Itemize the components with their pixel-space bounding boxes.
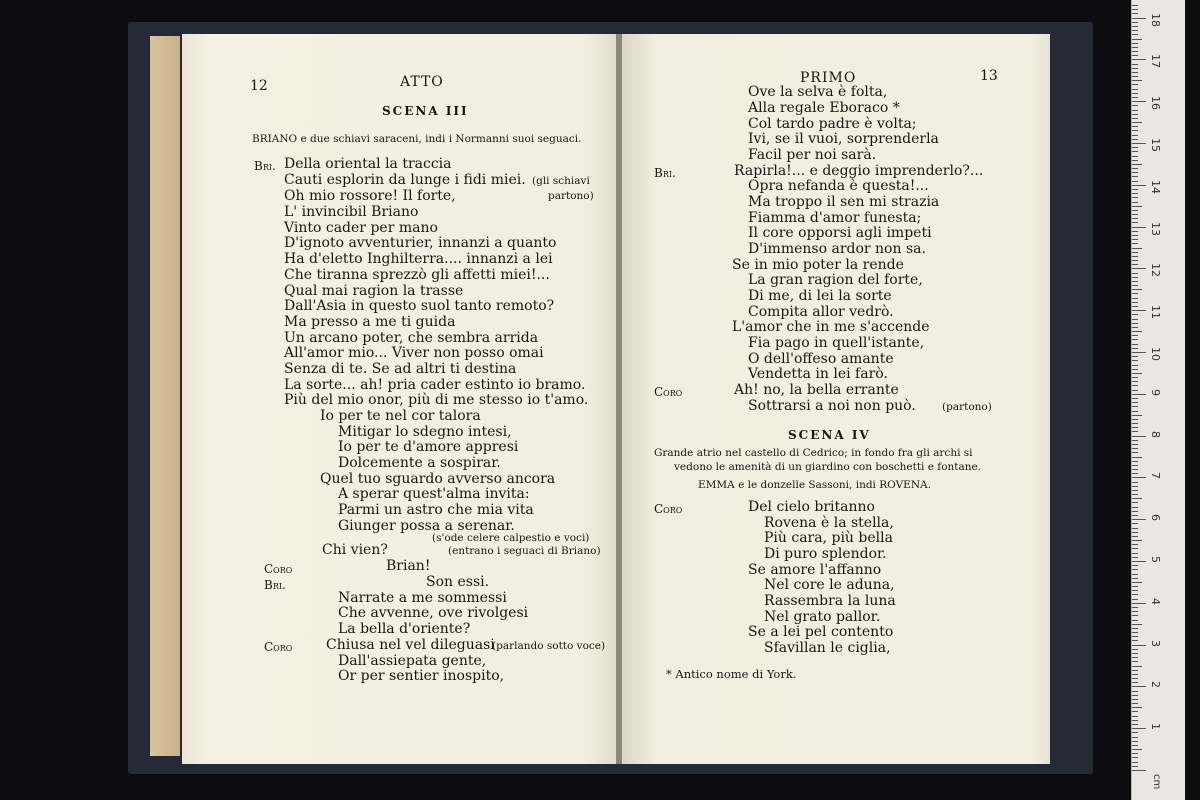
verse-line: L'amor che in me s'accende [732, 319, 930, 335]
ruler-tick [1132, 97, 1138, 98]
ruler-tick [1132, 753, 1138, 754]
ruler-tick [1132, 502, 1138, 503]
verse-line: Oh mio rossore! Il forte, [284, 188, 456, 204]
ruler-number: 5 [1149, 556, 1162, 563]
ruler-tick [1132, 47, 1138, 48]
ruler-tick [1132, 486, 1138, 487]
ruler-tick [1132, 126, 1138, 127]
ruler-tick [1132, 511, 1138, 512]
verse-line: Io per te nel cor talora [320, 408, 481, 424]
ruler-tick [1132, 256, 1138, 257]
ruler-tick [1132, 419, 1138, 420]
ruler-tick [1132, 574, 1138, 575]
ruler-tick [1132, 536, 1138, 537]
ruler-tick [1132, 5, 1138, 6]
ruler-number: 15 [1149, 138, 1162, 152]
ruler-tick [1132, 105, 1138, 106]
verse-line: Vinto cader per mano [284, 220, 438, 236]
ruler-tick [1132, 302, 1138, 303]
ruler-tick [1132, 657, 1138, 658]
verse-line: Io per te d'amore appresi [338, 439, 519, 455]
ruler-tick [1132, 390, 1138, 391]
ruler-tick [1132, 707, 1142, 708]
ruler-tick [1132, 544, 1138, 545]
measuring-ruler [1131, 0, 1185, 800]
ruler-tick [1132, 197, 1138, 198]
verse-line: Qual mai ragion la trasse [284, 283, 464, 299]
verse-line: Ha d'eletto Inghilterra.... innanzi a lei [284, 251, 553, 267]
ruler-tick [1132, 68, 1138, 69]
ruler-tick [1132, 766, 1138, 767]
ruler-tick [1132, 43, 1138, 44]
ruler-tick [1132, 762, 1138, 763]
ruler-tick [1132, 260, 1138, 261]
ruler-tick [1132, 268, 1146, 269]
verse-line: Rovena è la stella, [764, 515, 894, 531]
ruler-number: 11 [1149, 305, 1162, 320]
ruler-tick [1132, 243, 1138, 244]
verse-line: Più del mio onor, più di me stesso io t'amo. [284, 392, 589, 408]
ruler-tick [1132, 168, 1138, 169]
ruler-tick [1132, 348, 1138, 349]
verse-line: D'immenso ardor non sa. [748, 241, 926, 257]
ruler-tick [1132, 519, 1146, 520]
footnote: * Antico nome di York. [666, 667, 797, 681]
ruler-tick [1132, 89, 1138, 90]
verse-line: La gran ragion del forte, [748, 272, 923, 288]
ruler-tick [1132, 737, 1138, 738]
ruler-tick [1132, 76, 1138, 77]
ruler-number: 4 [1149, 597, 1162, 605]
ruler-tick [1132, 373, 1142, 374]
ruler-tick [1132, 624, 1142, 625]
verse-line: Di puro splendor. [764, 546, 887, 562]
ruler-tick [1132, 507, 1138, 508]
ruler-tick [1132, 757, 1138, 758]
stage-note: partono) [548, 190, 594, 202]
ruler-tick [1132, 51, 1138, 52]
ruler-tick [1132, 151, 1138, 152]
verse-line: Nel core le aduna, [764, 577, 895, 593]
ruler-tick [1132, 548, 1138, 549]
verse-line: Col tardo padre è volta; [748, 116, 917, 132]
ruler-tick [1132, 586, 1138, 587]
ruler-tick [1132, 436, 1146, 437]
ruler-tick [1132, 206, 1142, 207]
page-number: 12 [250, 78, 268, 94]
ruler-tick [1132, 365, 1138, 366]
verse-line: Ma troppo il sen mi strazia [748, 194, 940, 210]
verse-line: Dolcemente a sospirar. [338, 455, 501, 471]
ruler-number: 9 [1149, 388, 1162, 396]
verse-line: Un arcano poter, che sembra arrida [284, 330, 539, 346]
ruler-tick [1132, 281, 1138, 282]
stage-note: (parlando sotto voce) [492, 640, 606, 652]
ruler-tick [1132, 80, 1142, 81]
ruler-tick [1132, 181, 1138, 182]
ruler-tick [1132, 130, 1138, 131]
speaker: Bri. [654, 166, 676, 180]
verse-line: Se in mio poter la rende [732, 257, 904, 273]
verse-line: All'amor mio... Viver non posso omai [284, 345, 544, 361]
speaker: Coro [264, 562, 293, 576]
ruler-tick [1132, 110, 1138, 111]
ruler-tick [1132, 482, 1138, 483]
ruler-tick [1132, 532, 1138, 533]
left-page [182, 34, 618, 764]
ruler-tick [1132, 143, 1146, 144]
ruler-tick [1132, 319, 1138, 320]
ruler-tick [1132, 277, 1138, 278]
ruler-tick [1132, 30, 1138, 31]
ruler-tick [1132, 411, 1138, 412]
ruler-tick [1132, 101, 1146, 102]
stage-direction: vedono le amenità di un giardino con boschetti e fontane. [674, 461, 982, 473]
ruler-tick [1132, 406, 1138, 407]
ruler-number: 2 [1149, 681, 1162, 689]
verse-line: La bella d'oriente? [338, 621, 471, 637]
verse-line: La sorte... ah! pria cader estinto io bramo. [284, 377, 586, 393]
verse-line: Ivi, se il vuoi, sorprenderla [748, 131, 939, 147]
ruler-tick [1132, 607, 1138, 608]
ruler-tick [1132, 381, 1138, 382]
ruler-tick [1132, 448, 1138, 449]
ruler-tick [1132, 185, 1146, 186]
ruler-tick [1132, 398, 1138, 399]
ruler-tick [1132, 578, 1138, 579]
verse-line: L' invincibil Briano [284, 204, 419, 220]
ruler-tick [1132, 323, 1138, 324]
ruler-number: 17 [1149, 54, 1162, 69]
ruler-tick [1132, 218, 1138, 219]
ruler-tick [1132, 339, 1138, 340]
ruler-tick [1132, 356, 1138, 357]
verse-line: Che tiranna sprezzò gli affetti miei!... [284, 267, 550, 283]
ruler-tick [1132, 565, 1138, 566]
verse-line: Giunger possa a serenar. [338, 518, 515, 534]
ruler-tick [1132, 135, 1138, 136]
ruler-tick [1132, 39, 1142, 40]
ruler-tick [1132, 222, 1138, 223]
ruler-tick [1132, 335, 1138, 336]
ruler-tick [1132, 716, 1138, 717]
ruler-tick [1132, 553, 1138, 554]
verse-line: Opra nefanda è questa!... [748, 178, 929, 194]
verse-line: Brian! [386, 558, 431, 574]
verse-line: Fiamma d'amor funesta; [748, 210, 922, 226]
ruler-tick [1132, 427, 1138, 428]
stage-direction: EMMA e le donzelle Sassoni, indi ROVENA. [698, 479, 931, 491]
ruler-unit: cm [1151, 774, 1162, 790]
ruler-tick [1132, 289, 1142, 290]
verse-line: Senza di te. Se ad altri ti destina [284, 361, 517, 377]
speaker: Coro [654, 502, 683, 516]
ruler-tick [1132, 394, 1146, 395]
verse-line: Alla regale Eboraco * [748, 100, 900, 116]
ruler-tick [1132, 452, 1138, 453]
speaker: Coro [654, 385, 683, 399]
ruler-tick [1132, 523, 1138, 524]
verse-line: D'ignoto avventurier, innanzi a quanto [284, 235, 557, 251]
ruler-number: 3 [1149, 639, 1162, 647]
ruler-tick [1132, 118, 1138, 119]
ruler-tick [1132, 64, 1138, 65]
ruler-tick [1132, 231, 1138, 232]
ruler-tick [1132, 235, 1138, 236]
stage-note: (gli schiavi [532, 175, 590, 187]
ruler-tick [1132, 528, 1138, 529]
ruler-tick [1132, 72, 1138, 73]
ruler-tick [1132, 415, 1142, 416]
verse-line: Chiusa nel vel dileguasi [326, 637, 495, 653]
ruler-tick [1132, 699, 1138, 700]
ruler-tick [1132, 490, 1138, 491]
ruler-tick [1132, 603, 1146, 604]
ruler-tick [1132, 327, 1138, 328]
ruler-tick [1132, 582, 1142, 583]
stage-direction: Grande atrio nel castello di Cedrico; in fondo fra gli archi si [654, 447, 973, 459]
ruler-tick [1132, 210, 1138, 211]
ruler-tick [1132, 465, 1138, 466]
ruler-tick [1132, 711, 1138, 712]
ruler-tick [1132, 331, 1142, 332]
ruler-tick [1132, 666, 1142, 667]
stage-note: (entrano i seguaci di Briano) [448, 545, 601, 557]
ruler-tick [1132, 273, 1138, 274]
ruler-tick [1132, 352, 1146, 353]
ruler-tick [1132, 55, 1138, 56]
ruler-tick [1132, 720, 1138, 721]
ruler-tick [1132, 678, 1138, 679]
ruler-tick [1132, 172, 1138, 173]
verse-line: Sfavillan le ciglia, [764, 640, 891, 656]
verse-line: Di me, di lei la sorte [748, 288, 892, 304]
running-head: ATTO [400, 74, 444, 90]
ruler-number: 14 [1149, 179, 1162, 194]
verse-line: Vendetta in lei farò. [748, 366, 888, 382]
verse-line: Chi vien? [322, 542, 388, 558]
ruler-tick [1132, 344, 1138, 345]
ruler-tick [1132, 298, 1138, 299]
verse-line: Rapirla!... e deggio imprenderlo?... [734, 163, 984, 179]
ruler-tick [1132, 84, 1138, 85]
ruler-tick [1132, 285, 1138, 286]
ruler-tick [1132, 13, 1138, 14]
verse-line: Se amore l'affanno [748, 562, 882, 578]
ruler-tick [1132, 369, 1138, 370]
speaker: Coro [264, 640, 293, 654]
ruler-tick [1132, 293, 1138, 294]
verse-line: Dall'assiepata gente, [338, 653, 487, 669]
ruler-tick [1132, 34, 1138, 35]
ruler-tick [1132, 615, 1138, 616]
verse-line: Or per sentier inospito, [338, 668, 505, 684]
ruler-tick [1132, 147, 1138, 148]
right-page [622, 34, 1050, 764]
verse-line: Fia pago in quell'istante, [748, 335, 925, 351]
ruler-tick [1132, 594, 1138, 595]
ruler-tick [1132, 691, 1138, 692]
ruler-tick [1132, 749, 1142, 750]
verse-line: Compita allor vedrò. [748, 304, 894, 320]
ruler-tick [1132, 477, 1146, 478]
ruler-tick [1132, 645, 1146, 646]
ruler-tick [1132, 22, 1138, 23]
ruler-tick [1132, 620, 1138, 621]
ruler-tick [1132, 632, 1138, 633]
ruler-tick [1132, 377, 1138, 378]
ruler-tick [1132, 745, 1138, 746]
ruler-tick [1132, 457, 1142, 458]
ruler-tick [1132, 310, 1146, 311]
verse-line: Il core opporsi agli impeti [748, 225, 932, 241]
ruler-tick [1132, 9, 1138, 10]
verse-line: Narrate a me sommessi [338, 590, 507, 606]
verse-line: Più cara, più bella [764, 530, 893, 546]
ruler-tick [1132, 93, 1138, 94]
ruler-tick [1132, 682, 1138, 683]
ruler-tick [1132, 431, 1138, 432]
ruler-tick [1132, 670, 1138, 671]
verse-line: Mitigar lo sdegno intesi, [338, 424, 512, 440]
ruler-tick [1132, 653, 1138, 654]
ruler-tick [1132, 661, 1138, 662]
stage-note: (s'ode celere calpestio e voci) [432, 532, 590, 544]
ruler-tick [1132, 193, 1138, 194]
verse-line: Che avvenne, ove rivolgesi [338, 605, 529, 621]
ruler-tick [1132, 160, 1138, 161]
ruler-tick [1132, 423, 1138, 424]
verse-line: Ah! no, la bella errante [734, 382, 899, 398]
ruler-number: 1 [1149, 723, 1162, 731]
verse-line: Ove la selva è folta, [748, 84, 888, 100]
ruler-tick [1132, 402, 1138, 403]
ruler-tick [1132, 728, 1146, 729]
ruler-tick [1132, 440, 1138, 441]
ruler-tick [1132, 227, 1146, 228]
ruler-tick [1132, 649, 1138, 650]
verse-line: Della oriental la traccia [284, 156, 452, 172]
ruler-tick [1132, 732, 1138, 733]
running-head: PRIMO [800, 70, 857, 86]
ruler-tick [1132, 686, 1146, 687]
ruler-number: 10 [1149, 347, 1162, 361]
scene-title: SCENA III [382, 104, 469, 118]
verse-line: Facil per noi sarà. [748, 147, 877, 163]
speaker: Bri. [254, 159, 276, 173]
ruler-tick [1132, 264, 1138, 265]
ruler-number: 18 [1149, 12, 1162, 27]
ruler-number: 12 [1149, 263, 1162, 278]
ruler-tick [1132, 515, 1138, 516]
ruler-tick [1132, 674, 1138, 675]
ruler-tick [1132, 26, 1138, 27]
ruler-tick [1132, 494, 1138, 495]
ruler-tick [1132, 122, 1142, 123]
ruler-number: 16 [1149, 96, 1162, 111]
ruler-tick [1132, 156, 1138, 157]
ruler-tick [1132, 306, 1138, 307]
ruler-tick [1132, 703, 1138, 704]
verse-line: Parmi un astro che mia vita [338, 502, 534, 518]
ruler-tick [1132, 599, 1138, 600]
ruler-tick [1132, 628, 1138, 629]
ruler-tick [1132, 314, 1138, 315]
ruler-tick [1132, 114, 1138, 115]
verse-line: Rassembra la luna [764, 593, 896, 609]
ruler-tick [1132, 590, 1138, 591]
verse-line: Del cielo britanno [748, 499, 875, 515]
ruler-tick [1132, 176, 1138, 177]
ruler-tick [1132, 540, 1142, 541]
ruler-tick [1132, 498, 1142, 499]
ruler-number: 6 [1149, 514, 1162, 522]
verse-line: Quel tuo sguardo avverso ancora [320, 471, 556, 487]
ruler-tick [1132, 164, 1142, 165]
ruler-tick [1132, 561, 1146, 562]
verse-line: Ma presso a me ti guida [284, 314, 456, 330]
ruler-tick [1132, 724, 1138, 725]
ruler-tick [1132, 252, 1138, 253]
ruler-number: 7 [1149, 472, 1162, 480]
verse-line: Cauti esplorin da lunge i fidi miei. [284, 172, 526, 188]
ruler-number: 8 [1149, 430, 1162, 438]
page-number: 13 [980, 68, 998, 84]
scene-title: SCENA IV [788, 428, 871, 442]
book-spine-paper [150, 36, 180, 756]
ruler-tick [1132, 189, 1138, 190]
ruler-tick [1132, 59, 1146, 60]
verse-line: Sottrarsi a noi non può. [748, 398, 916, 414]
verse-line: Nel grato pallor. [764, 609, 881, 625]
ruler-tick [1132, 248, 1142, 249]
ruler-tick [1132, 770, 1146, 771]
verse-line: O dell'offeso amante [748, 351, 894, 367]
ruler-tick [1132, 202, 1138, 203]
ruler-tick [1132, 139, 1138, 140]
ruler-tick [1132, 18, 1146, 19]
speaker: Bri. [264, 578, 286, 592]
ruler-tick [1132, 214, 1138, 215]
ruler-tick [1132, 695, 1138, 696]
verse-line: Dall'Asia in questo suol tanto remoto? [284, 298, 555, 314]
ruler-tick [1132, 636, 1138, 637]
ruler-tick [1132, 557, 1138, 558]
ruler-tick [1132, 385, 1138, 386]
ruler-tick [1132, 569, 1138, 570]
verse-line: A sperar quest'alma invita: [338, 486, 530, 502]
verse-line: Son essi. [426, 574, 490, 590]
ruler-tick [1132, 469, 1138, 470]
ruler-tick [1132, 741, 1138, 742]
ruler-tick [1132, 611, 1138, 612]
ruler-tick [1132, 239, 1138, 240]
ruler-tick [1132, 473, 1138, 474]
verse-line: Se a lei pel contento [748, 624, 894, 640]
ruler-tick [1132, 444, 1138, 445]
stage-direction: BRIANO e due schiavi saraceni, indi i Normanni suoi seguaci. [252, 133, 582, 145]
ruler-tick [1132, 360, 1138, 361]
ruler-tick [1132, 640, 1138, 641]
ruler-number: 13 [1149, 221, 1162, 236]
stage-note: (partono) [942, 401, 992, 413]
ruler-tick [1132, 461, 1138, 462]
